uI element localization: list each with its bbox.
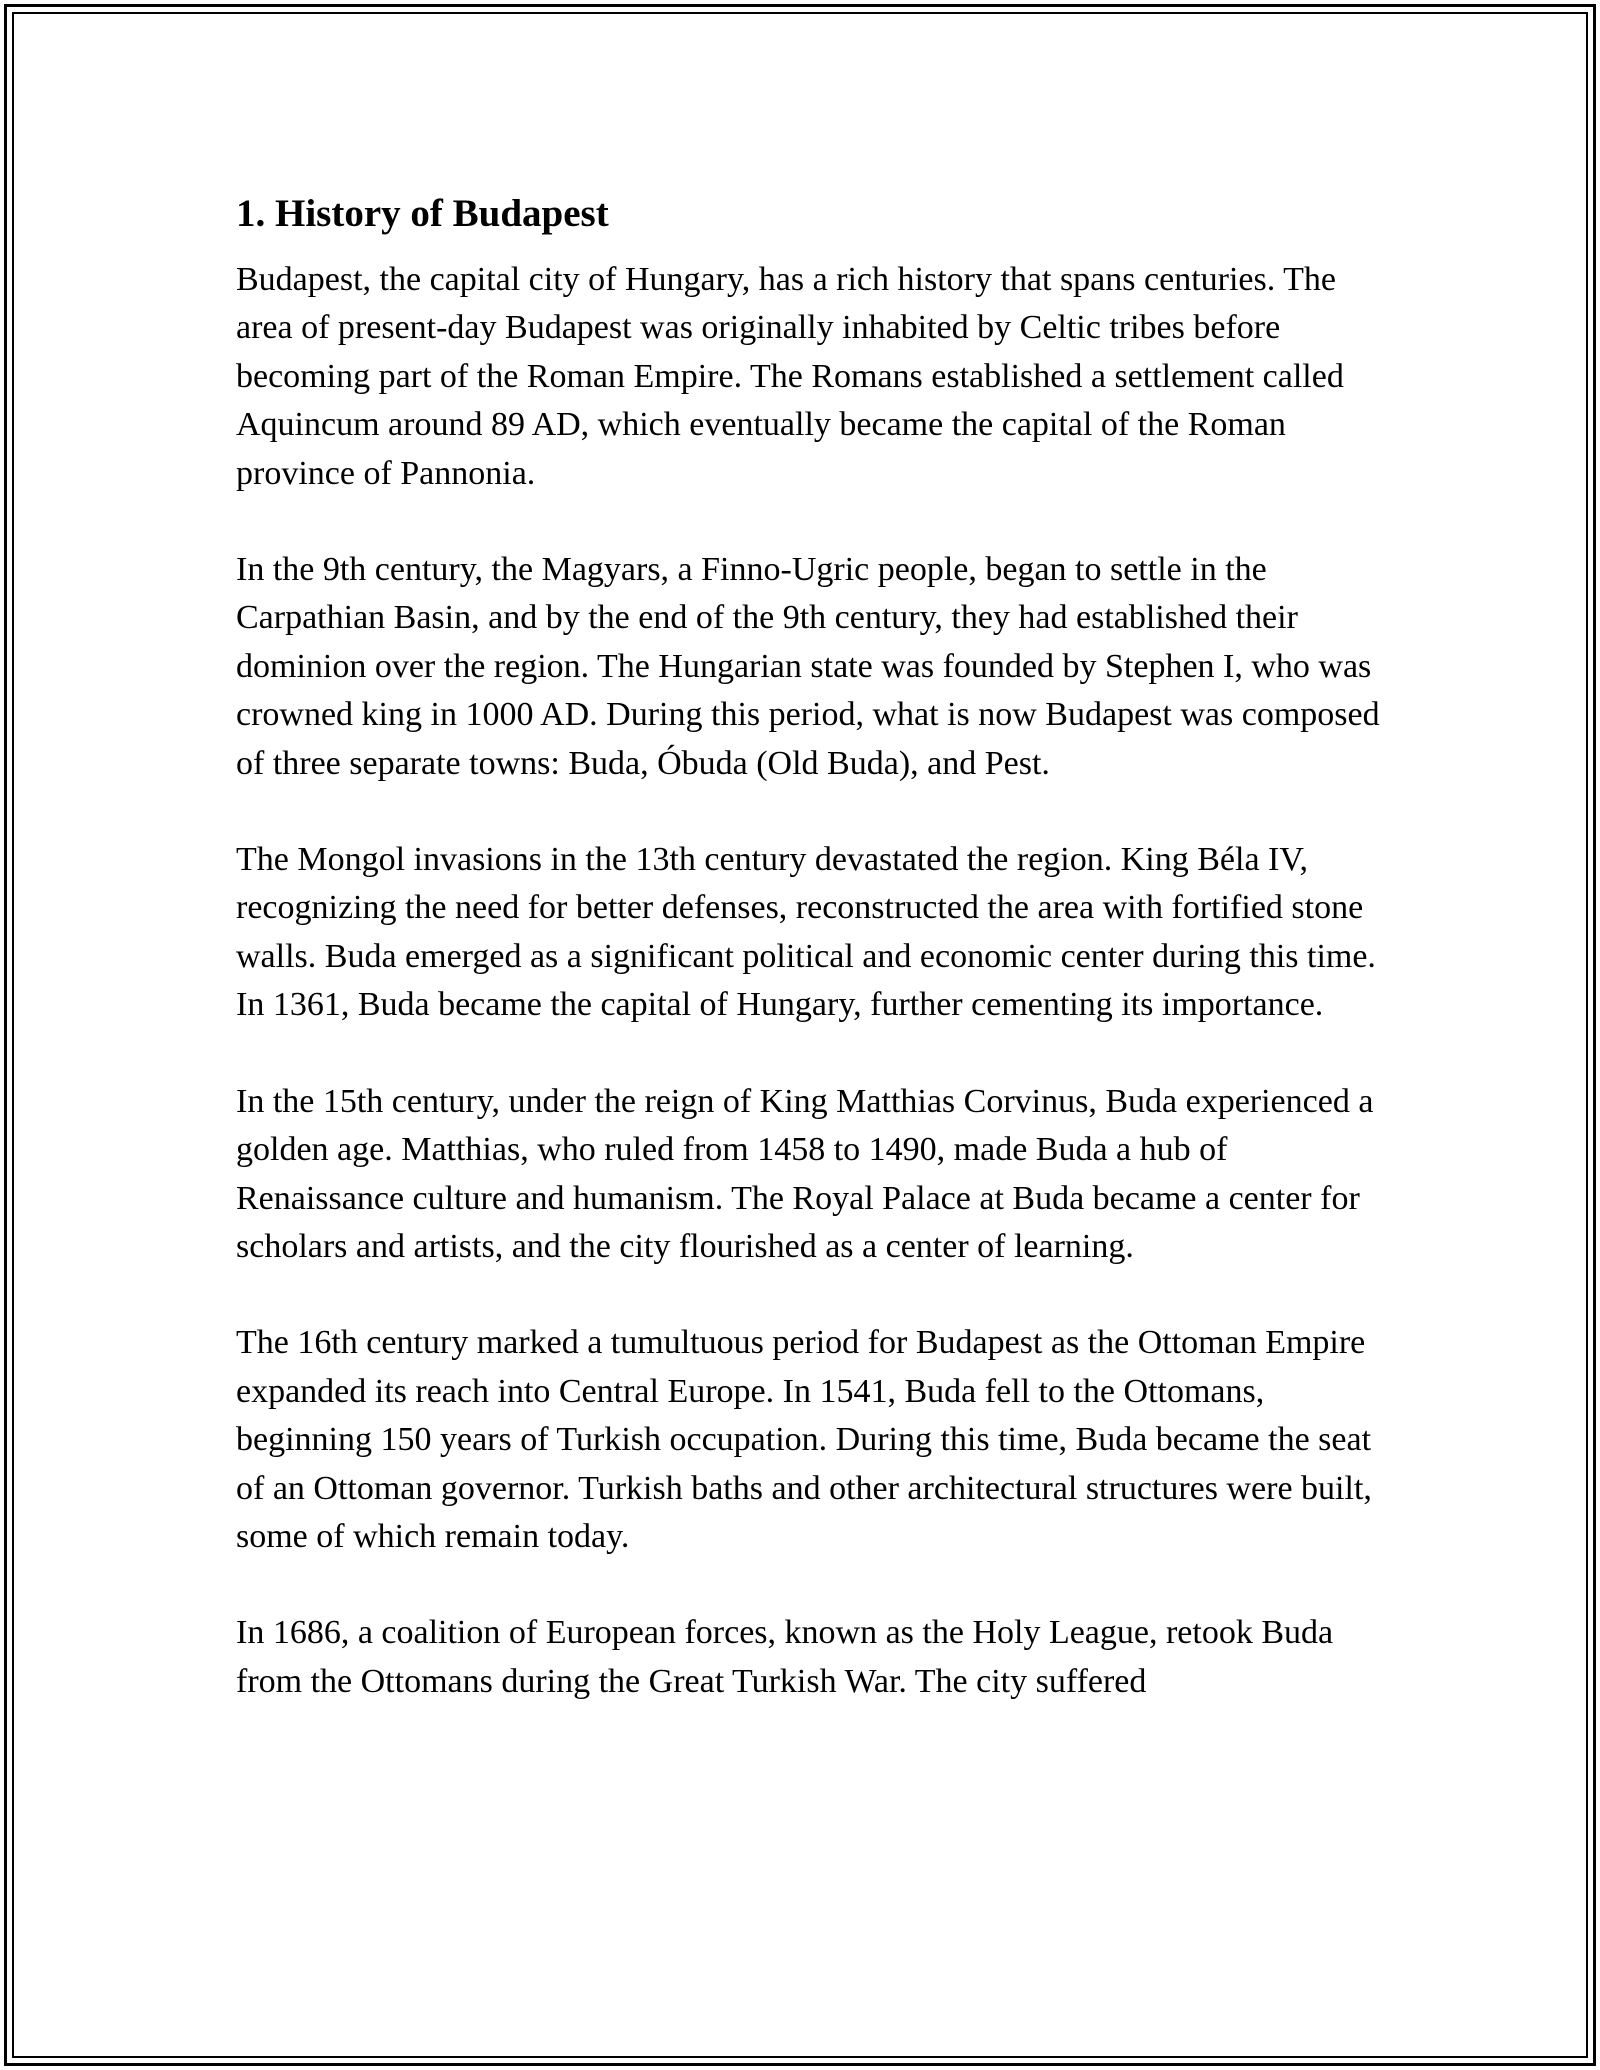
section-heading: 1. History of Budapest bbox=[236, 192, 609, 235]
paragraph-magyars: In the 9th century, the Magyars, a Finno-Ugric people, began to settle in the Carpathian Basin, and by the end of the 9th century, they had established their dominion over the region. The Hungarian state was founded by Stephen I, who was crowned king in 1000 AD. During this period, what is now Budapest was composed of three separate towns: Buda, Óbuda (Old Buda), and Pest. bbox=[236, 551, 1380, 782]
document-body bbox=[236, 190, 1386, 1754]
paragraph-ottoman-period: The 16th century marked a tumultuous period for Budapest as the Ottoman Empire expanded its reach into Central Europe. In 1541, Buda fell to the Ottomans, beginning 150 years of Turkish occupation. During this time, Buda became the seat of an Ottoman governor. Turkish baths and other architectural structures were built, some of which remain today. bbox=[236, 1324, 1372, 1555]
paragraph-matthias-corvinus: In the 15th century, under the reign of King Matthias Corvinus, Buda experienced a golden age. Matthias, who ruled from 1458 to 1490, made Buda a hub of Renaissance culture and humanism. The Royal Palace at Buda became a center for scholars and artists, and the city flourished as a center of learning. bbox=[236, 1082, 1374, 1265]
paragraph-roman-era: Budapest, the capital city of Hungary, has a rich history that spans centuries. The area of present-day Budapest was originally inhabited by Celtic tribes before becoming part of the Roman Empire. The Romans established a settlement called Aquincum around 89 AD, which eventually became the capital of the Roman province of Pannonia. bbox=[236, 261, 1344, 492]
paragraph-holy-league: In 1686, a coalition of European forces, known as the Holy League, retook Buda from the Ottomans during the Great Turkish War. The city suffered bbox=[236, 1614, 1334, 1700]
paragraph-mongol-invasions: The Mongol invasions in the 13th century devastated the region. King Béla IV, recognizing the need for better defenses, reconstructed the area with fortified stone walls. Buda emerged as a significant political and economic center during this time. In 1361, Buda became the capital of Hungary, further cementing its importance. bbox=[236, 841, 1376, 1024]
